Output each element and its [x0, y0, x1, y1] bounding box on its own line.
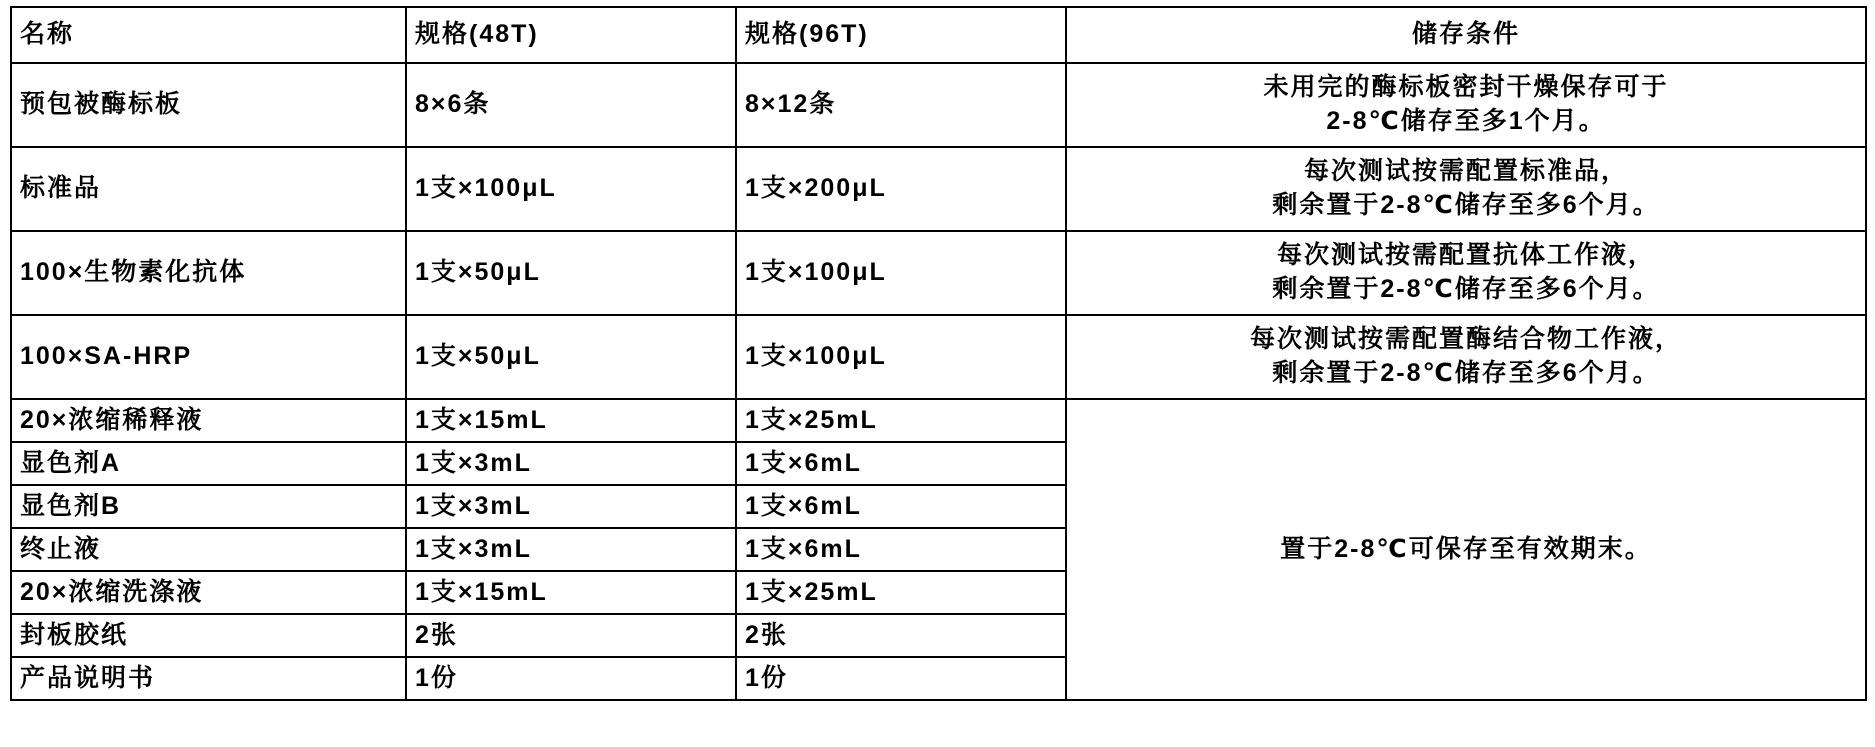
cell-name: 20×浓缩稀释液: [11, 399, 406, 442]
cell-spec48: 1份: [406, 657, 736, 700]
cell-spec48: 1支×50μL: [406, 231, 736, 315]
cell-storage: [1066, 315, 1866, 399]
cell-spec48: 8×6条: [406, 63, 736, 147]
table-header-row: [11, 7, 1866, 63]
cell-spec96: 1支×6mL: [736, 528, 1066, 571]
storage-line-1: 每次测试按需配置标准品，: [1303, 157, 1628, 186]
cell-name: 100×SA-HRP: [11, 315, 406, 399]
table-row: [11, 63, 1866, 147]
cell-name: 标准品: [11, 147, 406, 231]
storage-line-2: 剩余置于2-8℃储存至多6个月。: [1272, 359, 1660, 387]
cell-spec48: 1支×3mL: [406, 442, 736, 485]
cell-spec48: 1支×100μL: [406, 147, 736, 231]
cell-spec96: 1支×6mL: [736, 485, 1066, 528]
cell-name: 20×浓缩洗涤液: [11, 571, 406, 614]
table-header: [11, 7, 1866, 63]
cell-spec96: 1支×6mL: [736, 442, 1066, 485]
table-row: [11, 399, 1866, 442]
storage-line-2: 剩余置于2-8℃储存至多6个月。: [1272, 275, 1660, 303]
cell-name: 100×生物素化抗体: [11, 231, 406, 315]
cell-spec96: 8×12条: [736, 63, 1066, 147]
storage-line-2: 剩余置于2-8℃储存至多6个月。: [1272, 191, 1660, 219]
table-row: [11, 315, 1866, 399]
storage-line-1: 每次测试按需配置抗体工作液，: [1276, 241, 1655, 270]
cell-spec48: 1支×15mL: [406, 571, 736, 614]
storage-line-1: 未用完的酶标板密封干燥保存可于: [1263, 73, 1669, 102]
cell-spec96: 1支×25mL: [736, 571, 1066, 614]
cell-spec48: 1支×3mL: [406, 485, 736, 528]
column-header-name: 名称: [11, 7, 406, 63]
storage-line-2: 2-8℃储存至多1个月。: [1326, 107, 1606, 135]
cell-spec96: 2张: [736, 614, 1066, 657]
storage-line-1: 每次测试按需配置酶结合物工作液，: [1249, 325, 1682, 354]
cell-storage: [1066, 63, 1866, 147]
cell-spec96: 1份: [736, 657, 1066, 700]
cell-name: 显色剂B: [11, 485, 406, 528]
cell-name: 显色剂A: [11, 442, 406, 485]
cell-spec96: 1支×25mL: [736, 399, 1066, 442]
cell-spec96: 1支×100μL: [736, 315, 1066, 399]
kit-components-table: [10, 6, 1867, 701]
cell-name: 封板胶纸: [11, 614, 406, 657]
cell-storage: [1066, 147, 1866, 231]
column-header-spec96: 规格(96T): [736, 7, 1066, 63]
cell-storage: [1066, 231, 1866, 315]
column-header-spec48: 规格(48T): [406, 7, 736, 63]
cell-spec48: 2张: [406, 614, 736, 657]
table-row: [11, 231, 1866, 315]
column-header-storage: 储存条件: [1066, 7, 1866, 63]
cell-spec48: 1支×15mL: [406, 399, 736, 442]
cell-spec96: 1支×100μL: [736, 231, 1066, 315]
cell-spec48: 1支×3mL: [406, 528, 736, 571]
cell-name: 终止液: [11, 528, 406, 571]
table-body: [11, 63, 1866, 700]
cell-name: 产品说明书: [11, 657, 406, 700]
table-row: [11, 147, 1866, 231]
cell-spec48: 1支×50μL: [406, 315, 736, 399]
cell-spec96: 1支×200μL: [736, 147, 1066, 231]
cell-name: 预包被酶标板: [11, 63, 406, 147]
cell-storage-merged: 置于2-8℃可保存至有效期末。: [1066, 399, 1866, 700]
